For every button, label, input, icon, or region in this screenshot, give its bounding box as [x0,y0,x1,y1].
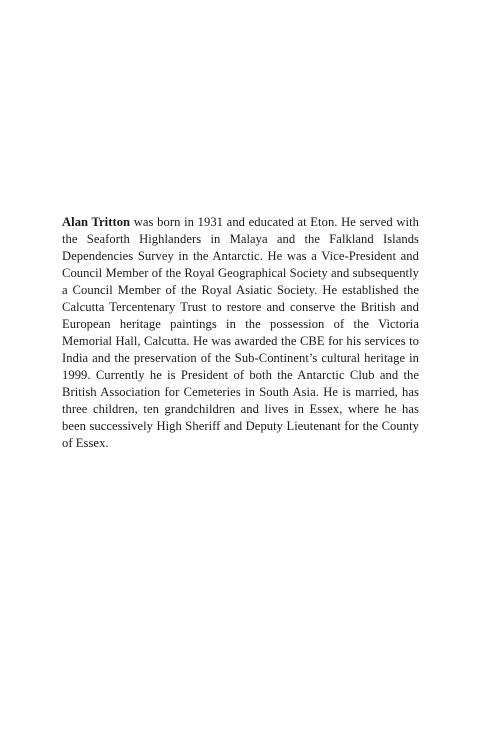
author-name: Alan Tritton [62,215,131,229]
author-biography [62,214,419,452]
biography-text: was born in 1931 and educated at Eton. He served with the Seaforth Highlanders in Malaya and the Falkland Islands Dependencies Survey in the Antarctic. He was a Vice-President and Council Member of the Royal Geographical Society and subsequently a Council Member of the Royal Asiatic Society. He established the Calcutta Tercentenary Trust to restore and conserve the British and European heritage paintings in the possession of the Victoria Memorial Hall, Calcutta. He was awarded the CBE for his services to India and the preservation of the Sub-Continent’s cultural heritage in 1999. Currently he is President of both the Antarctic Club and the British Association for Cemeteries in South Asia. He is married, has three children, ten grandchildren and lives in Essex, where he has been successively High Sheriff and Deputy Lieutenant for the County of Essex. [62,215,419,450]
